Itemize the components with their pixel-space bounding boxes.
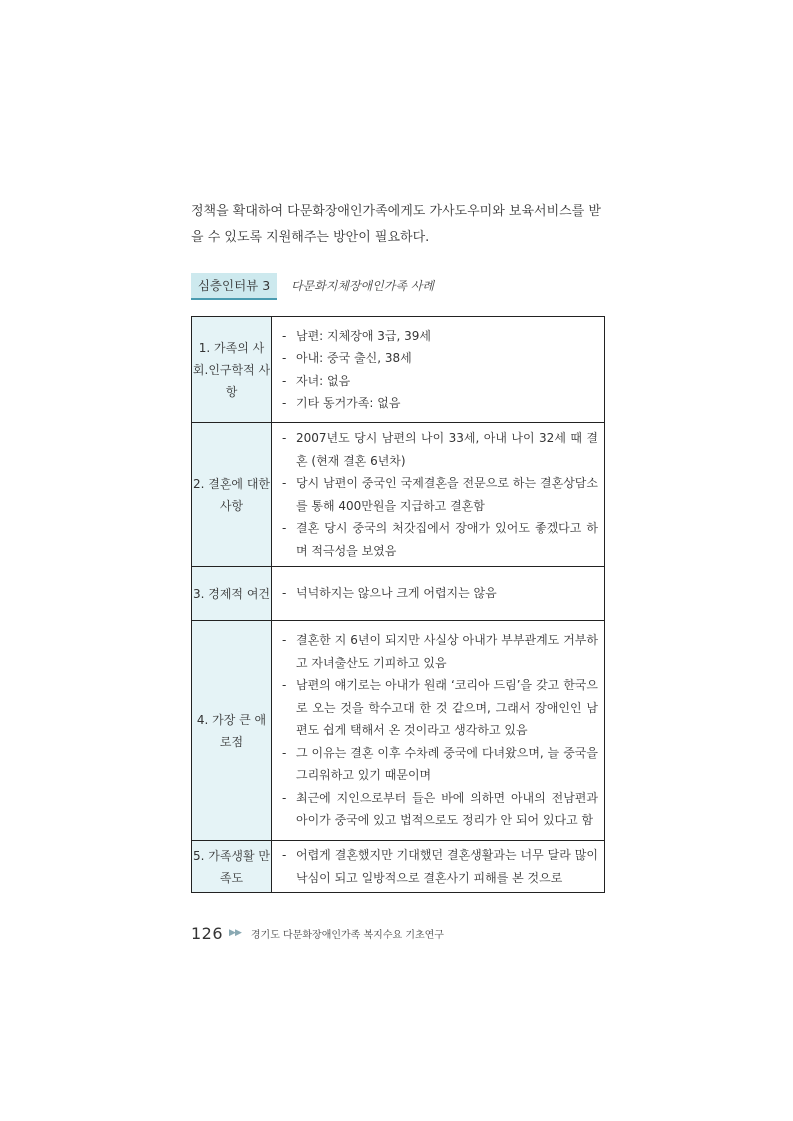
- list-item: - 어렵게 결혼했지만 기대했던 결혼생활과는 너무 달라 많이 낙심이 되고 일방적으로 결혼사기 피해를 본 것으로: [282, 848, 598, 885]
- list-item: - 기타 동거가족: 없음: [282, 396, 401, 410]
- row-header: 3. 경제적 여건: [192, 567, 272, 621]
- list-item: - 아내: 중국 출신, 38세: [282, 351, 412, 365]
- list-item: - 자녀: 없음: [282, 373, 351, 388]
- page-number: 126: [191, 923, 224, 943]
- row-header: 1. 가족의 사회.인구학적 사항: [192, 317, 272, 423]
- list-item: - 최근에 지인으로부터 들은 바에 의하면 아내의 전남편과 아이가 중국에 있고 법적으로도 정리가 안 되어 있다고 함: [282, 790, 598, 828]
- row-body: [272, 317, 605, 423]
- table-row: [192, 423, 605, 567]
- intro-paragraph: [191, 199, 605, 251]
- table-row: [192, 621, 605, 841]
- interview-table: [191, 316, 605, 893]
- list-item: - 2007년도 당시 남편의 나이 33세, 아내 나이 32세 때 결혼 (현재 결혼 6년차): [282, 431, 598, 468]
- row-body: [272, 841, 605, 893]
- list-item: - 남편: 지체장애 3급, 39세: [282, 328, 431, 343]
- interview-box-label: 심층인터뷰 3: [191, 273, 277, 300]
- table-row: [192, 841, 605, 893]
- list-item: - 결혼 당시 중국의 처갓집에서 장애가 있어도 좋겠다고 하며 적극성을 보였음: [282, 521, 598, 558]
- list-item: - 결혼한 지 6년이 되지만 사실상 아내가 부부관계도 거부하고 자녀출산도 기피하고 있음: [282, 633, 598, 670]
- table-row: [192, 317, 605, 423]
- row-body: [272, 621, 605, 841]
- row-header: 2. 결혼에 대한 사항: [192, 423, 272, 567]
- running-title: 경기도 다문화장애인가족 복지수요 기초연구: [250, 929, 444, 941]
- page-footer: [191, 922, 444, 944]
- row-header: 4. 가장 큰 애로점: [192, 621, 272, 841]
- list-item: - 넉넉하지는 않으나 크게 어렵지는 않음: [282, 586, 497, 601]
- list-item: - 남편의 얘기로는 아내가 원래 ‘코리아 드림’을 갖고 한국으로 오는 것을 학수고대 한 것 같으며, 그래서 장애인인 남편도 쉽게 택해서 온 것이라고 생각하고 있음: [282, 678, 598, 738]
- double-arrow-icon: ▶▶: [229, 928, 241, 938]
- row-header: 5. 가족생활 만족도: [192, 841, 272, 893]
- interview-box-subtitle: 다문화지체장애인가족 사례: [291, 279, 434, 293]
- row-body: [272, 567, 605, 621]
- list-item: - 당시 남편이 중국인 국제결혼을 전문으로 하는 결혼상담소를 통해 400만원을 지급하고 결혼함: [282, 476, 598, 513]
- table-row: [192, 567, 605, 621]
- intro-line-2: 을 수 있도록 지원해주는 방안이 필요하다.: [191, 230, 430, 245]
- intro-line-1: 정책을 확대하여 다문화장애인가족에게도 가사도우미와 보육서비스를 받: [191, 204, 601, 219]
- list-item: - 그 이유는 결혼 이후 수차례 중국에 다녀왔으며, 늘 중국을 그리워하고 있기 때문이며: [282, 745, 598, 783]
- row-body: [272, 423, 605, 567]
